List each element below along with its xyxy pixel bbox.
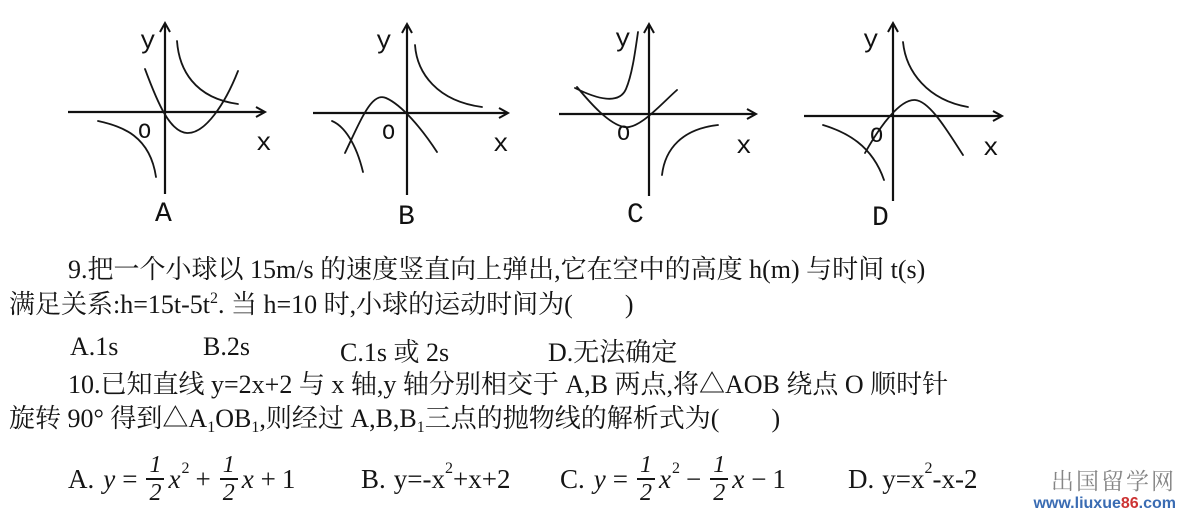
- origin-label: O: [382, 121, 396, 146]
- q10-c-var-y: y: [593, 463, 606, 494]
- watermark-url-prefix: www.liuxue: [1033, 495, 1121, 512]
- graph-option-b: [310, 15, 520, 232]
- graph-letter-d: D: [872, 203, 889, 229]
- watermark-url-highlight: 86: [1120, 495, 1139, 512]
- q9-formula-before-sup: 满足关系:h=15t-5t: [9, 290, 210, 319]
- q9-formula-superscript: 2: [210, 290, 218, 307]
- q10-a-fraction-1: [146, 452, 164, 506]
- hyperbola-branch-q1: [903, 42, 968, 107]
- q9-option-a: A.1s: [70, 332, 119, 361]
- q10-a-frac2-num: 1: [222, 452, 235, 478]
- q10-option-d: [848, 447, 977, 511]
- hyperbola-branch-q1: [415, 45, 482, 107]
- q10-a-frac1-den: 2: [146, 478, 164, 506]
- y-axis-label: y: [140, 26, 156, 56]
- graph-letter-a: A: [155, 199, 172, 226]
- q10-d-formula-pre: y=x: [882, 463, 925, 494]
- q10-a-var-x1: x: [168, 463, 181, 494]
- q10-line2-part1: 旋转 90° 得到△A: [9, 404, 208, 433]
- q10-b-superscript: 2: [444, 460, 453, 477]
- q10-c-frac1-num: 1: [639, 452, 652, 478]
- q10-line2-sub3: 1: [416, 419, 425, 436]
- q9-option-b: B.2s: [203, 332, 250, 361]
- q10-a-operator-2: +: [260, 463, 276, 494]
- graph-option-d: [800, 14, 1015, 234]
- q10-c-constant: 1: [772, 463, 786, 494]
- q10-c-equals: =: [612, 463, 628, 494]
- q10-a-frac2-den: 2: [220, 478, 238, 506]
- q10-option-a-label: A.: [68, 463, 95, 494]
- q10-option-d-label: D.: [848, 463, 875, 494]
- y-axis-label: y: [615, 24, 631, 54]
- hyperbola-branch-q1: [177, 41, 238, 104]
- q10-c-var-x1: x: [658, 463, 671, 494]
- q10-d-formula-post: -x-2: [932, 463, 978, 494]
- watermark-url: [1033, 496, 1176, 512]
- q10-b-formula-post: +x+2: [452, 463, 511, 494]
- q10-option-c: [560, 447, 786, 511]
- q10-a-superscript: 2: [181, 460, 190, 477]
- q10-c-frac1-den: 2: [637, 478, 655, 506]
- q10-option-b: [361, 447, 510, 511]
- graph-letter-c: C: [627, 200, 644, 227]
- q10-a-constant: 1: [281, 463, 296, 494]
- question-9-line-2: [9, 290, 633, 324]
- x-axis-label: x: [256, 128, 272, 158]
- q10-line2-part3: ,则经过 A,B,B: [259, 404, 417, 433]
- q10-option-a: [68, 447, 295, 511]
- origin-label: O: [870, 124, 884, 149]
- q10-a-fraction-2: [220, 452, 238, 506]
- q10-line2-part4: 三点的抛物线的解析式为( ): [424, 404, 781, 433]
- q10-line2-part2: OB: [215, 404, 252, 433]
- question-10-line-1: 10.已知直线 y=2x+2 与 x 轴,y 轴分别相交于 A,B 两点,将△AOB 绕点 O 顺时针: [68, 370, 949, 399]
- watermark-url-suffix: .com: [1138, 495, 1176, 512]
- q10-c-frac2-den: 2: [710, 478, 728, 506]
- q10-line2-sub1: 1: [207, 419, 216, 436]
- q10-c-superscript: 2: [671, 460, 680, 477]
- y-axis-label: y: [376, 26, 392, 56]
- q9-formula-after-sup: . 当 h=10 时,小球的运动时间为( ): [218, 290, 634, 319]
- q10-c-fraction-1: [637, 452, 655, 506]
- q10-d-superscript: 2: [924, 460, 933, 477]
- q10-a-frac1-num: 1: [149, 452, 162, 478]
- y-axis-label: y: [863, 25, 879, 55]
- origin-label: O: [138, 120, 152, 145]
- q10-c-frac2-num: 1: [713, 452, 726, 478]
- q10-c-operator-1: −: [685, 463, 702, 494]
- graph-option-a: [60, 14, 275, 231]
- q10-option-b-label: B.: [361, 463, 386, 494]
- graph-option-c: [555, 15, 770, 232]
- x-axis-label: x: [736, 131, 752, 161]
- q10-b-formula-pre: y=-x: [393, 463, 445, 494]
- q10-a-operator-1: +: [195, 463, 211, 494]
- parabola-curve: [145, 69, 238, 133]
- x-axis-label: x: [493, 129, 509, 159]
- q10-a-var-y: y: [103, 463, 116, 494]
- q10-a-var-x2: x: [241, 463, 254, 494]
- hyperbola-branch-q4: [662, 125, 718, 175]
- q9-option-c: C.1s 或 2s: [340, 338, 450, 367]
- q10-option-c-label: C.: [560, 463, 585, 494]
- q10-a-equals: =: [122, 463, 138, 494]
- question-10-line-2: [9, 404, 780, 438]
- graph-letter-b: B: [398, 202, 415, 227]
- x-axis-label: x: [983, 133, 999, 163]
- watermark-site-name: 出国留学网: [1051, 468, 1176, 494]
- q9-option-d: D.无法确定: [548, 338, 678, 367]
- watermark: [1033, 470, 1176, 512]
- origin-label: O: [617, 122, 631, 147]
- q10-c-operator-2: −: [751, 463, 767, 494]
- q10-c-var-x2: x: [732, 463, 745, 494]
- q10-line2-sub2: 1: [251, 419, 260, 436]
- question-9-line-1: 9.把一个小球以 15m/s 的速度竖直向上弹出,它在空中的高度 h(m) 与时间 t(s): [68, 255, 926, 284]
- q10-c-fraction-2: [710, 452, 728, 506]
